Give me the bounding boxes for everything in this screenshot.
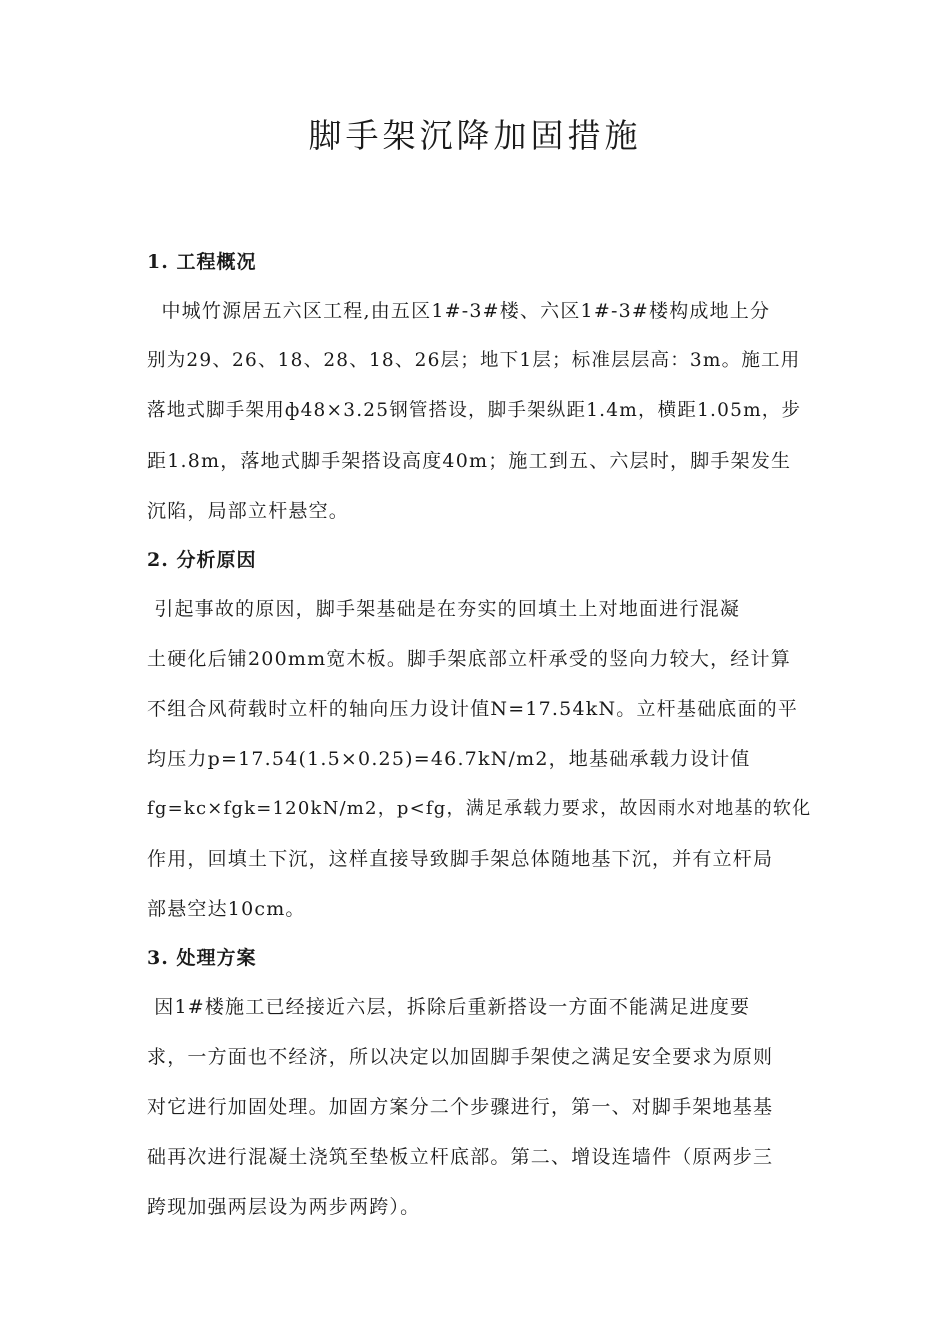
section-body-solution: [147, 982, 811, 1232]
text-line: 中城竹源居五六区工程,由五区1#-3#楼、六区1#-3#楼构成地上分: [147, 300, 771, 322]
section-heading-solution: 3. 处理方案: [147, 947, 257, 969]
text-line: fg=kc×fgk=120kN/m2，p<fg，满足承载力要求，故因雨水对地基的软化: [147, 798, 812, 819]
text-line: 土硬化后铺200mm宽木板。脚手架底部立杆承受的竖向力较大，经计算: [147, 648, 791, 670]
text-line: 因1#楼施工已经接近六层，拆除后重新搭设一方面不能满足进度要: [147, 996, 751, 1018]
section-heading-cause: 2. 分析原因: [147, 549, 257, 571]
text-line: 不组合风荷载时立杆的轴向压力设计值N=17.54kN。立杆基础底面的平: [147, 698, 799, 720]
text-line: 沉陷，局部立杆悬空。: [147, 500, 350, 522]
text-line: 对它进行加固处理。加固方案分二个步骤进行，第一、对脚手架地基基: [147, 1096, 774, 1118]
text-line: 均压力p=17.54(1.5×0.25)=46.7kN/m2，地基础承载力设计值: [147, 748, 751, 770]
text-line: 距1.8m，落地式脚手架搭设高度40m；施工到五、六层时，脚手架发生: [147, 450, 792, 472]
text-line: 求，一方面也不经济，所以决定以加固脚手架使之满足安全要求为原则: [147, 1046, 774, 1068]
section-body-overview: [147, 286, 811, 536]
text-line: 部悬空达10cm。: [147, 898, 306, 920]
text-line: 础再次进行混凝土浇筑至垫板立杆底部。第二、增设连墙件（原两步三: [147, 1146, 774, 1168]
text-line: 落地式脚手架用ф48×3.25钢管搭设，脚手架纵距1.4m，横距1.05m，步: [147, 400, 802, 421]
document-title: 脚手架沉降加固措施: [308, 116, 642, 155]
text-line: 跨现加强两层设为两步两跨）。: [147, 1196, 421, 1218]
text-line: 引起事故的原因，脚手架基础是在夯实的回填土上对地面进行混凝: [147, 598, 741, 620]
text-line: 作用，回填土下沉，这样直接导致脚手架总体随地基下沉，并有立杆局: [147, 848, 774, 870]
text-line: 别为29、26、18、28、18、26层；地下1层；标准层层高：3m。施工用: [147, 350, 801, 371]
section-body-cause: [147, 584, 811, 934]
section-heading-overview: 1. 工程概况: [147, 251, 257, 273]
